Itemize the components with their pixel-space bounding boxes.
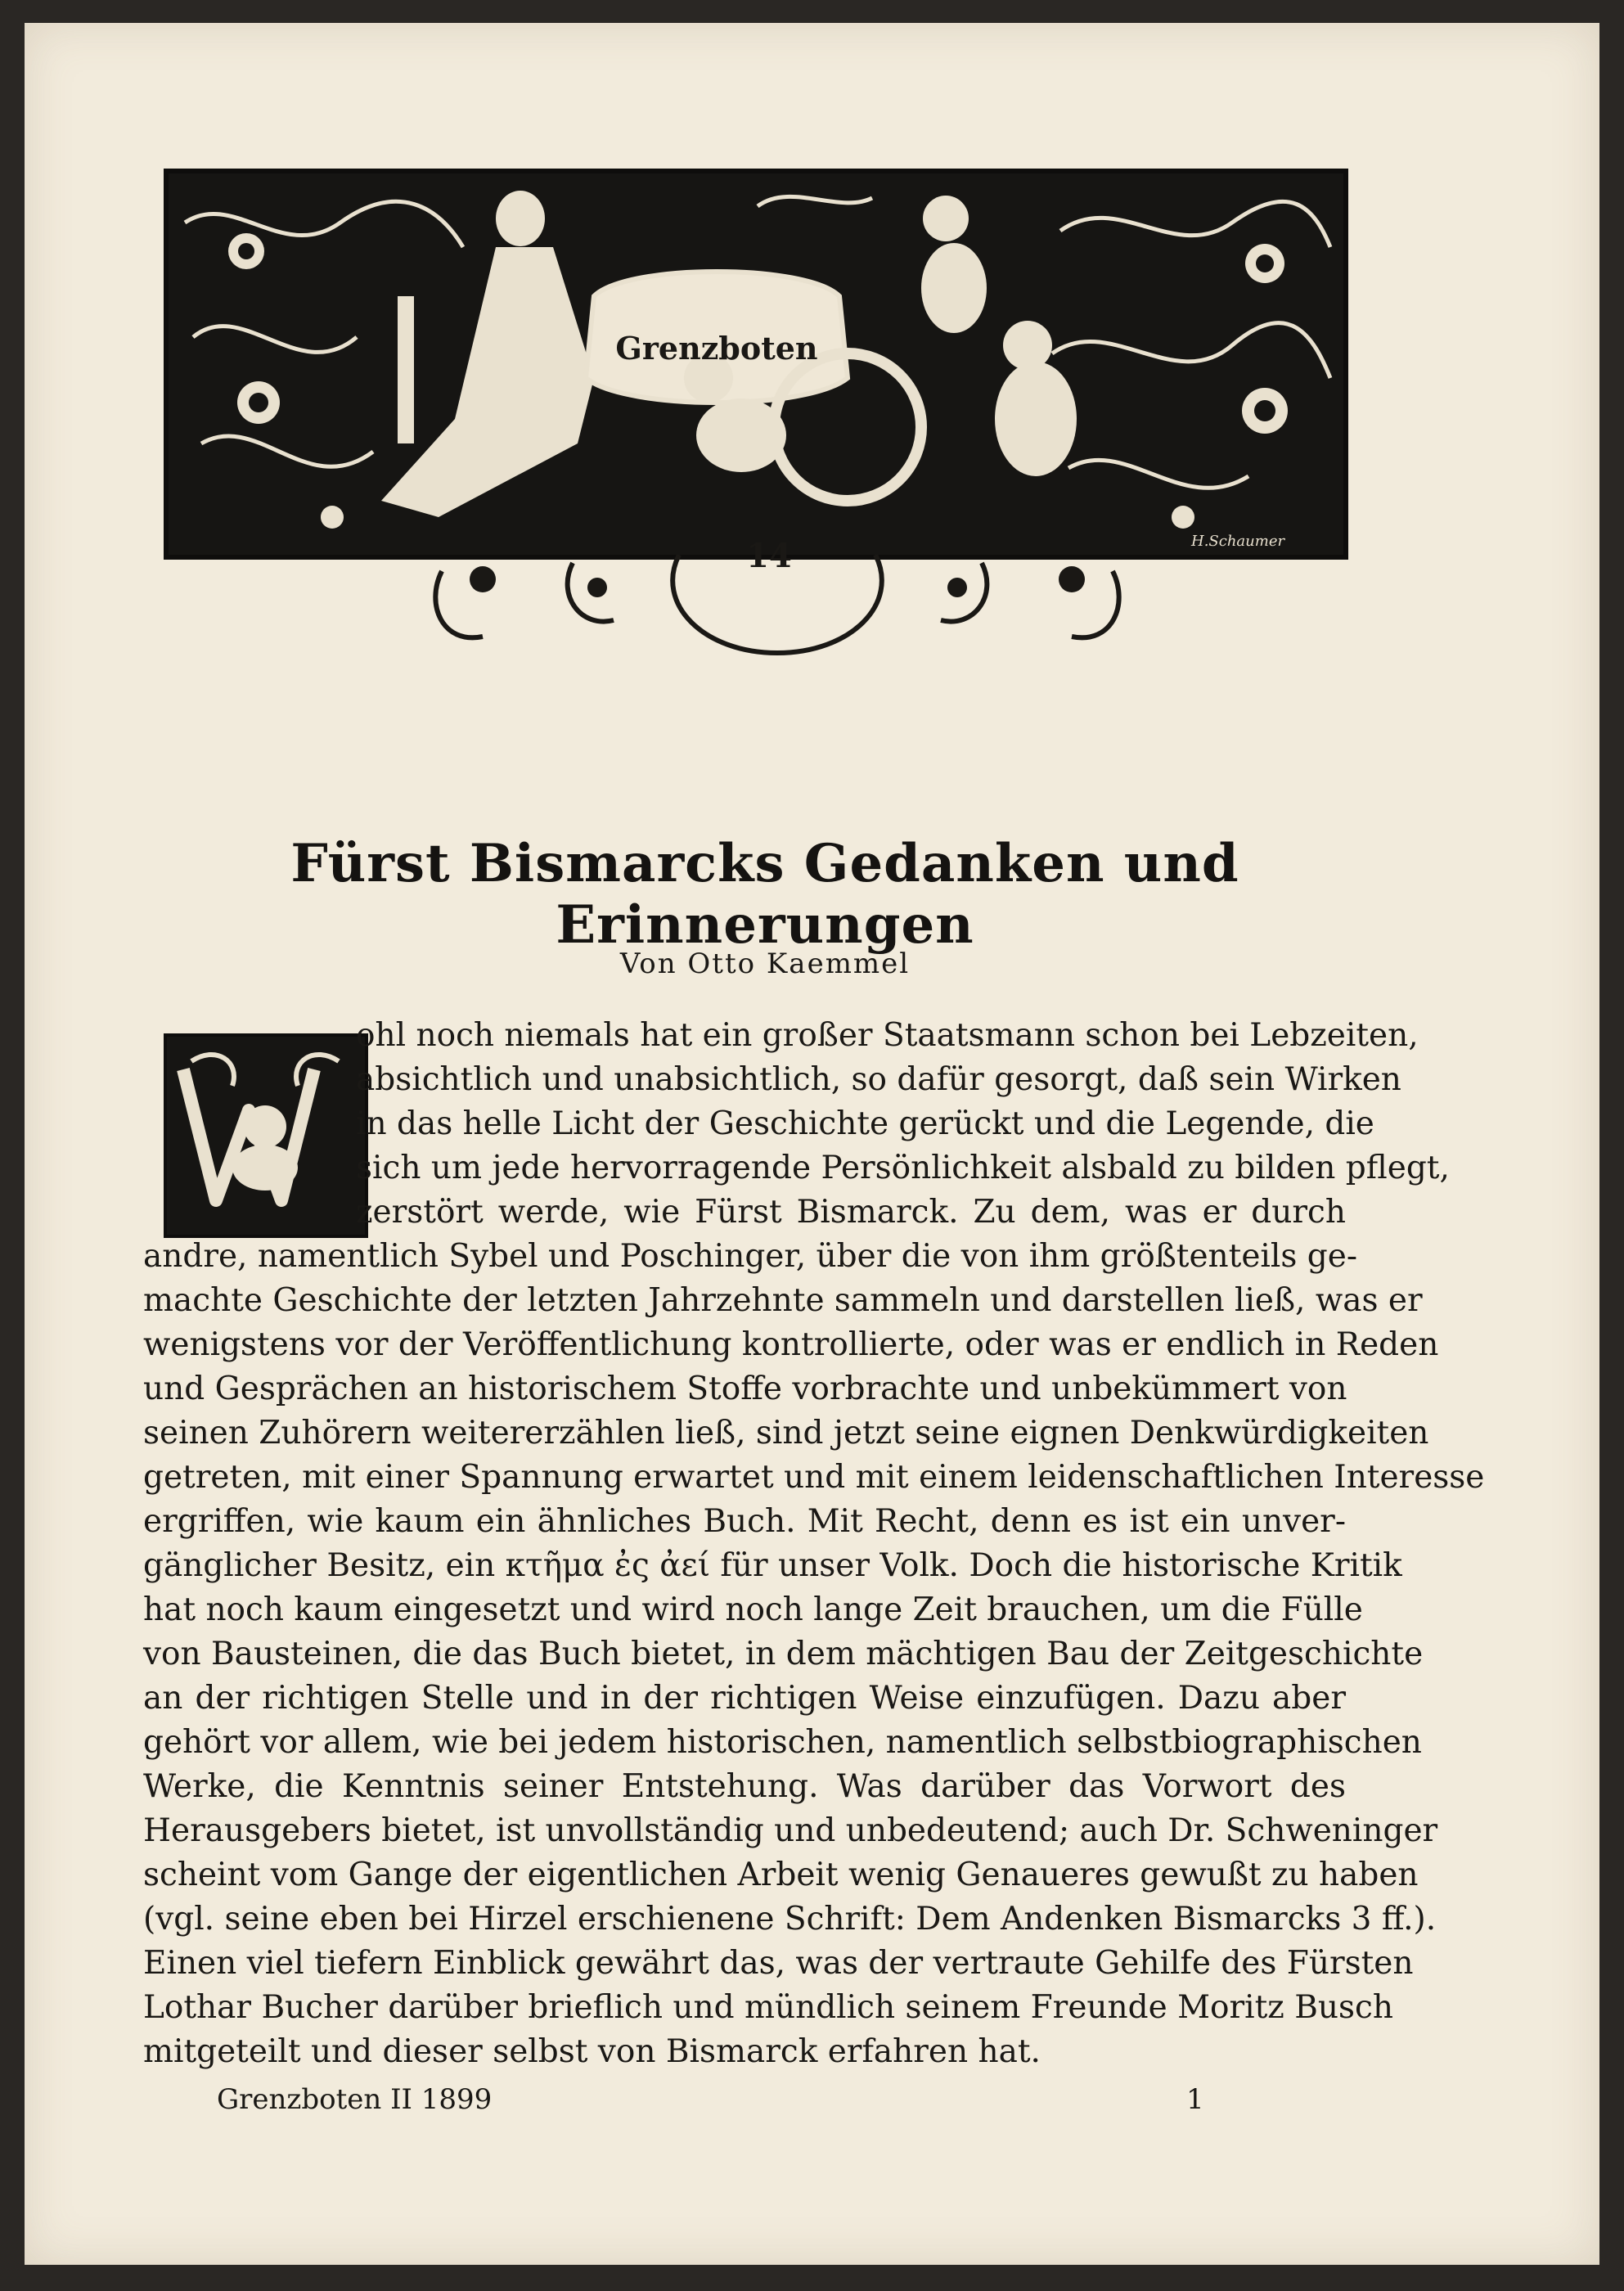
body-line: scheint vom Gange der eigentlichen Arbeit wenig Genaueres gewußt zu haben (143, 1857, 1419, 1893)
article-title: Fürst Bismarcks Gedanken und Erinnerungen (290, 833, 1239, 956)
body-line: getreten, mit einer Spannung erwartet und mit einem leidenschaftlichen Interesse (143, 1459, 1485, 1496)
body-line: ohl noch niemals hat ein großer Staatsmann schon bei Lebzeiten, (356, 1017, 1419, 1054)
page-number: 1 (1186, 2083, 1204, 2116)
body-line: andre, namentlich Sybel und Poschinger, über die von ihm größtenteils ge- (143, 1238, 1357, 1275)
issue-number: 14 (746, 537, 792, 575)
body-line: (vgl. seine eben bei Hirzel erschienene Schrift: Dem Andenken Bismarcks 3 ff.). (143, 1901, 1437, 1938)
body-line: seinen Zuhörern weitererzählen ließ, sind jetzt seine eignen Denkwürdigkeiten (143, 1415, 1429, 1452)
body-line: gehört vor allem, wie bei jedem historischen, namentlich selbstbiographischen (143, 1724, 1422, 1761)
body-line: sich um jede hervorragende Persönlichkeit alsbald zu bilden pflegt, (356, 1150, 1450, 1186)
body-line: in das helle Licht der Geschichte gerückt und die Legende, die (356, 1105, 1374, 1142)
drop-cap-ornament-icon (167, 1037, 365, 1235)
page (25, 23, 1599, 2265)
body-line: hat noch kaum eingesetzt und wird noch lange Zeit brauchen, um die Fülle (143, 1591, 1363, 1628)
body-line: und Gesprächen an historischem Stoffe vorbrachte und unbekümmert von (143, 1371, 1347, 1407)
drop-cap-w (164, 1033, 368, 1238)
body-line: absichtlich und unabsichtlich, so dafür gesorgt, daß sein Wirken (356, 1061, 1401, 1098)
body-line: machte Geschichte der letzten Jahrzehnte sammeln und darstellen ließ, was er (143, 1282, 1423, 1319)
body-line: zerstört werde, wie Fürst Bismarck. Zu dem, was er durch (356, 1194, 1346, 1231)
body-line: ergriffen, wie kaum ein ähnliches Buch. Mit Recht, denn es ist ein unver- (143, 1503, 1346, 1540)
journal-name: Grenzboten (615, 329, 818, 367)
body-line: von Bausteinen, die das Buch bietet, in dem mächtigen Bau der Zeitgeschichte (143, 1636, 1424, 1672)
svg-text:H.Schaumer: H.Schaumer (1191, 533, 1285, 550)
body-line: Werke, die Kenntnis seiner Entstehung. Was darüber das Vorwort des (143, 1768, 1346, 1805)
body-line: gänglicher Besitz, ein κτῆμα ἐς ἀεί für unser Volk. Doch die historische Kritik (143, 1547, 1402, 1584)
body-line: Einen viel tiefern Einblick gewährt das, was der vertraute Gehilfe des Fürsten (143, 1945, 1414, 1982)
body-line: Herausgebers bietet, ist unvollständig und unbedeutend; auch Dr. Schweninger (143, 1812, 1438, 1849)
muse-figure (381, 191, 594, 517)
article-byline: Von Otto Kaemmel (619, 947, 911, 980)
body-line: mitgeteilt und dieser selbst von Bismarck erfahren hat. (143, 2033, 1041, 2070)
masthead-banner (164, 169, 1348, 560)
footer-journal-issue: Grenzboten II 1899 (217, 2083, 493, 2116)
body-line: an der richtigen Stelle und in der richtigen Weise einzufügen. Dazu aber (143, 1680, 1346, 1717)
body-line: wenigstens vor der Veröffentlichung kontrollierte, oder was er endlich in Reden (143, 1326, 1439, 1363)
body-line: Lothar Bucher darüber brieflich und mündlich seinem Freunde Moritz Busch (143, 1989, 1393, 2026)
